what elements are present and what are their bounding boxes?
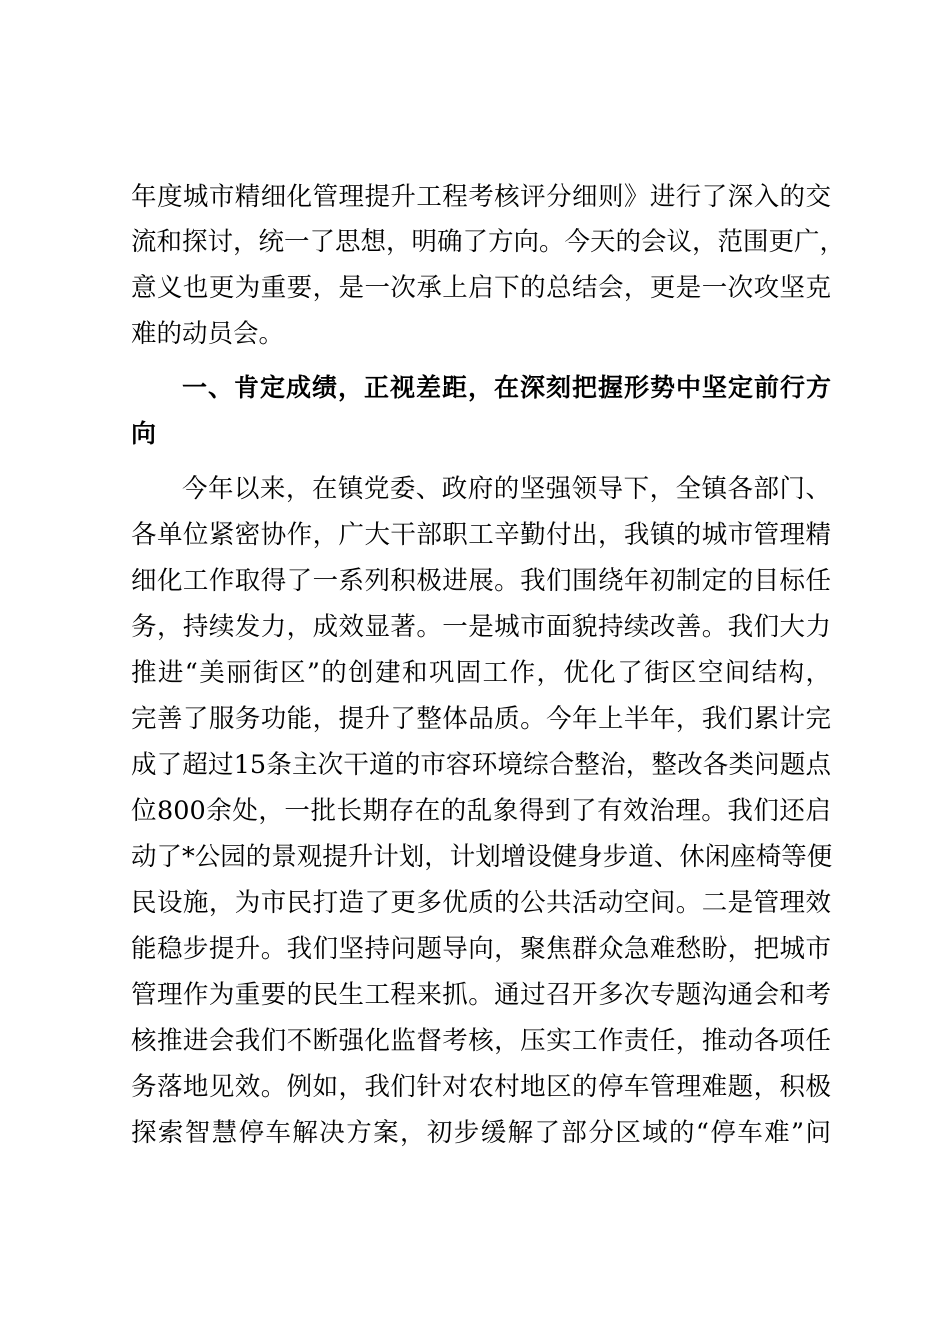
- body-text-line: 今年以来，在镇党委、政府的坚强领导下，全镇各部门、: [182, 474, 831, 504]
- body-text-line: 成了超过15条主次干道的市容环境综合整治，整改各类问题点: [131, 750, 831, 780]
- body-text-line: 推进“美丽街区”的创建和巩固工作，优化了街区空间结构，: [131, 658, 831, 688]
- section-heading: 一、肯定成绩，正视差距，在深刻把握形势中坚定前行方: [182, 373, 831, 402]
- body-text-line: 细化工作取得了一系列积极进展。我们围绕年初制定的目标任: [131, 566, 831, 596]
- body-text-line: 各单位紧密协作，广大干部职工辛勤付出，我镇的城市管理精: [131, 520, 831, 550]
- body-text-line: 流和探讨，统一了思想，明确了方向。今天的会议，范围更广，: [131, 227, 846, 257]
- body-text-line: 管理作为重要的民生工程来抓。通过召开多次专题沟通会和考: [131, 980, 831, 1010]
- section-heading-continued: 向: [131, 419, 157, 448]
- body-text-line: 务落地见效。例如，我们针对农村地区的停车管理难题，积极: [131, 1072, 831, 1102]
- body-text-line: 探索智慧停车解决方案，初步缓解了部分区域的“停车难”问: [131, 1118, 831, 1148]
- body-text-line: 动了*公园的景观提升计划，计划增设健身步道、休闲座椅等便: [131, 842, 833, 872]
- body-text-line: 难的动员会。: [131, 319, 285, 349]
- body-text-line: 核推进会我们不断强化监督考核，压实工作责任，推动各项任: [131, 1026, 831, 1056]
- body-text-line: 意义也更为重要，是一次承上启下的总结会，更是一次攻坚克: [131, 273, 831, 303]
- body-text-line: 完善了服务功能，提升了整体品质。今年上半年，我们累计完: [131, 704, 831, 734]
- body-text-line: 位800余处，一批长期存在的乱象得到了有效治理。我们还启: [131, 796, 831, 826]
- body-text-line: 年度城市精细化管理提升工程考核评分细则》进行了深入的交: [131, 182, 831, 212]
- body-text-line: 务，持续发力，成效显著。一是城市面貌持续改善。我们大力: [131, 612, 831, 642]
- body-text-line: 民设施，为市民打造了更多优质的公共活动空间。二是管理效: [131, 888, 831, 918]
- body-text-line: 能稳步提升。我们坚持问题导向，聚焦群众急难愁盼，把城市: [131, 934, 831, 964]
